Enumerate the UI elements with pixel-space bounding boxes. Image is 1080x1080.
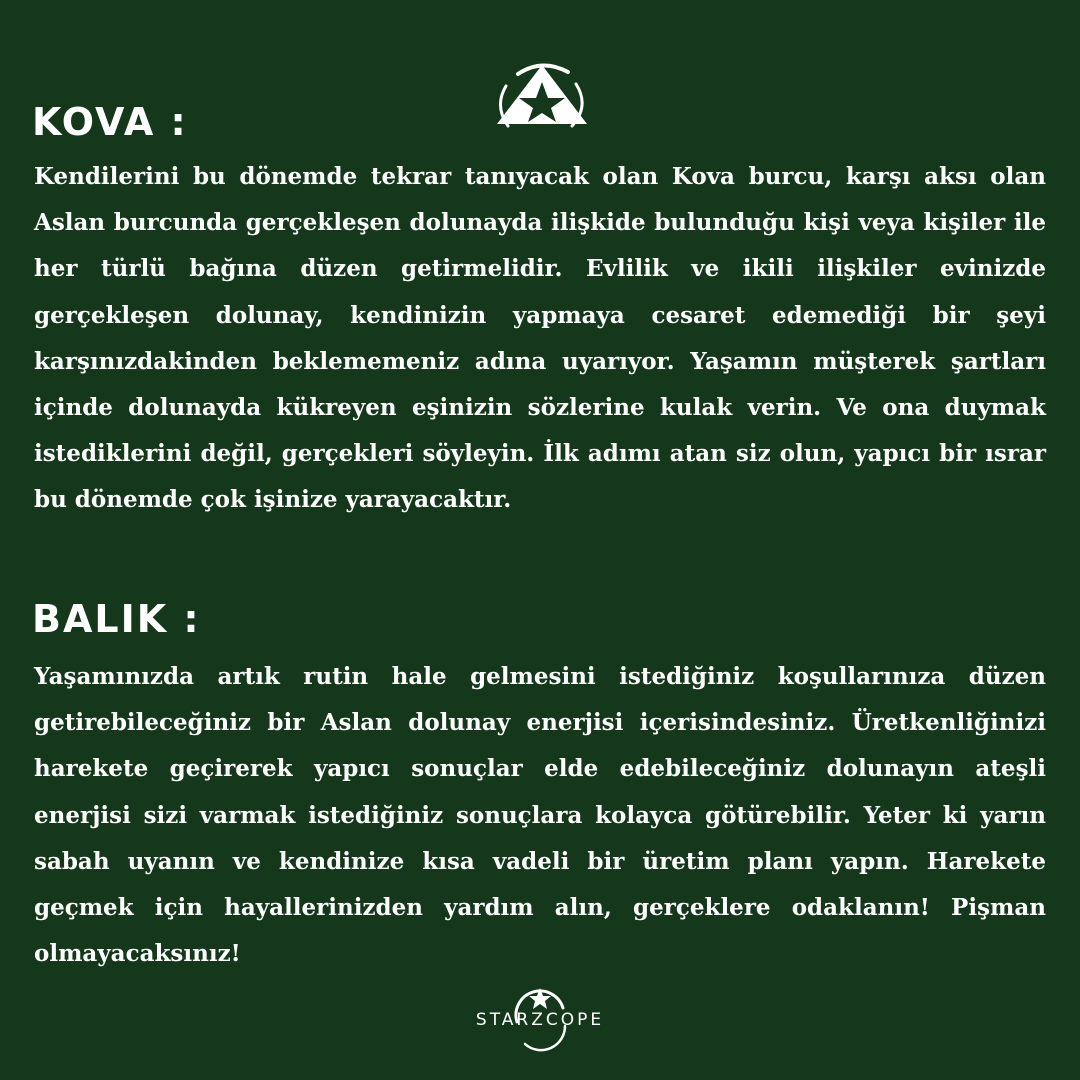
brand-logo xyxy=(462,982,618,1054)
kova-heading: KOVA : xyxy=(32,100,188,144)
star-in-triangle-swirl-icon xyxy=(492,62,592,128)
balik-paragraph: Yaşamınızda artık rutin hale gelmesini istediğiniz koşullarınıza düzen getirebileceğiniz bir Aslan dolunay enerjisi içerisindesiniz. Üretkenliğinizi harekete geçirerek yapıcı sonuçlar elde edebileceğiniz dolunayın ateşli enerjisi sizi varmak istediğiniz sonuçlara kolayca götürebilir. Yeter ki yarın sabah uyanın ve kendinize kısa vadeli bir üretim planı yapın. Harekete geçmek için hayallerinizden yardım alın, gerçeklere odaklanın! Pişman olmayacaksınız! xyxy=(34,663,1046,968)
kova-paragraph: Kendilerini bu dönemde tekrar tanıyacak olan Kova burcu, karşı aksı olan Aslan burcunda gerçekleşen dolunayda ilişkide bulunduğu kişi veya kişiler ile her türlü bağına düzen getirmelidir. Evlilik ve ikili ilişkiler evinizde gerçekleşen dolunay, kendinizin yapmaya cesaret edemediği bir şeyi karşınızdakinden beklememeniz adına uyarıyor. Yaşamın müşterek şartları içinde dolunayda kükreyen eşinizin sözlerine kulak verin. Ve ona duymak istediklerini değil, gerçekleri söyleyin. İlk adımı atan siz olun, yapıcı bir ısrar bu dönemde çok işinize yarayacaktır. xyxy=(34,163,1046,514)
balik-heading: BALIK : xyxy=(32,597,201,641)
brand-name: STARZCOPE xyxy=(475,1010,605,1030)
starzcope-logo-icon xyxy=(492,62,592,128)
